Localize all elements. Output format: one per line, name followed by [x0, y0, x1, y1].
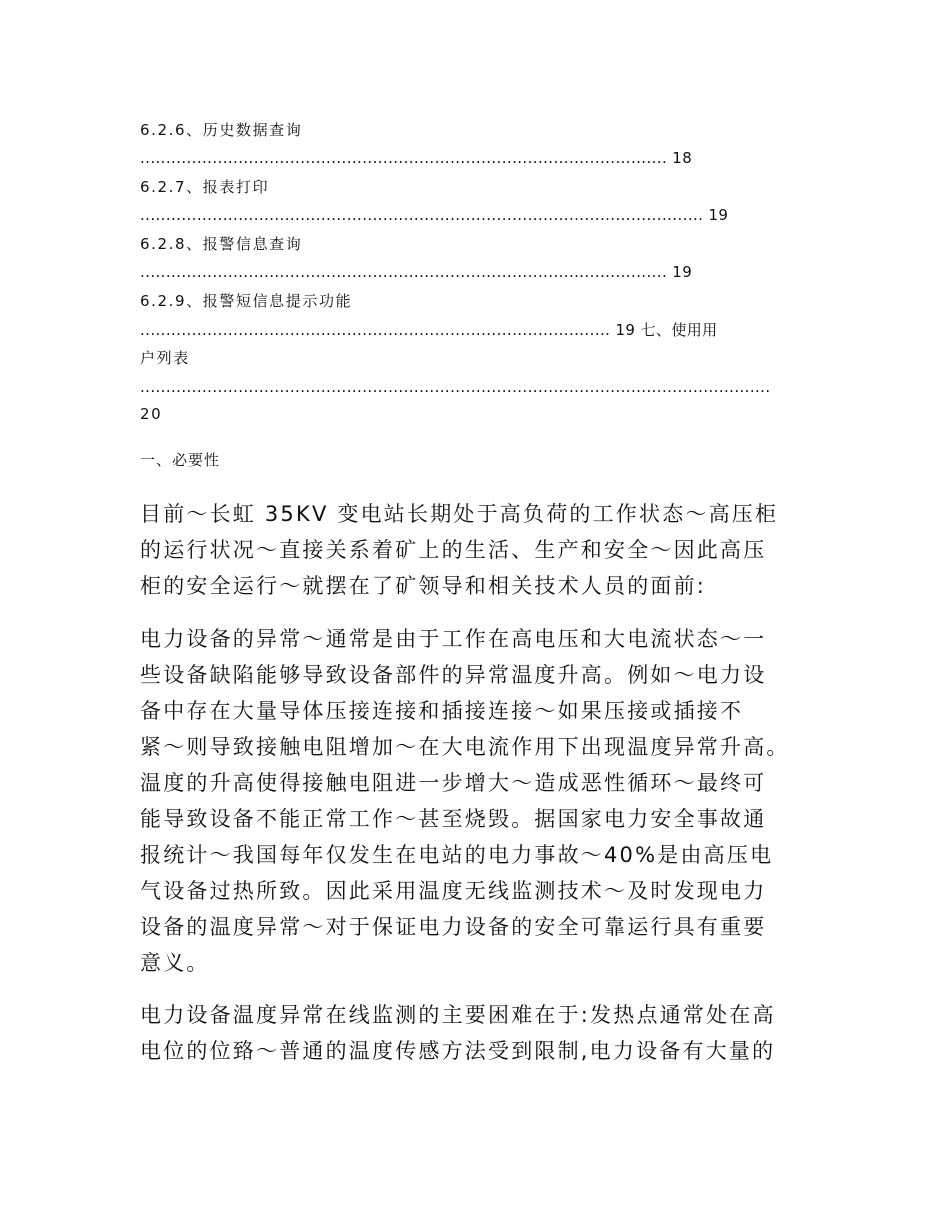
paragraph-intro — [140, 496, 820, 604]
paragraph-line: 电力设备温度异常在线监测的主要困难在于:发热点通常处在高 — [140, 1003, 776, 1027]
paragraph-line: 电位的位臵～普通的温度传感方法受到限制,电力设备有大量的 — [140, 1039, 776, 1063]
toc-entry-title[interactable]: 6.2.6、历史数据查询 — [140, 121, 303, 139]
toc-entry-leader: ........................................................................................... 19 七、使用用 — [140, 321, 718, 339]
paragraph-line: 设备的温度异常～对于保证电力设备的安全可靠运行具有重要 — [140, 915, 767, 939]
paragraph-line: 温度的升高使得接触电阻进一步增大～造成恶性循环～最终可 — [140, 771, 767, 795]
toc-entry-leader: ...................................................................................................... 18 — [140, 149, 693, 167]
toc-entry-title[interactable]: 户列表 — [140, 349, 190, 367]
paragraph-line: 备中存在大量导体压接连接和插接连接～如果压接或插接不 — [140, 699, 744, 723]
toc-entry-page-number: 20 — [140, 405, 163, 423]
paragraph-equipment-anomaly — [140, 621, 820, 981]
toc-entry-title[interactable]: 6.2.9、报警短信息提示功能 — [140, 292, 353, 310]
paragraph-line: 紧～则导致接触电阻增加～在大电流作用下出现温度异常升高。 — [140, 735, 790, 759]
toc-entry-title[interactable]: 6.2.8、报警信息查询 — [140, 235, 303, 253]
paragraph-line: 气设备过热所致。因此采用温度无线监测技术～及时发现电力 — [140, 879, 767, 903]
toc-entry-title[interactable]: 6.2.7、报表打印 — [140, 178, 270, 196]
paragraph-line: 些设备缺陷能够导致设备部件的异常温度升高。例如～电力设 — [140, 663, 767, 687]
paragraph-monitoring-difficulty — [140, 997, 820, 1069]
paragraph-line: 目前～长虹 35KV 变电站长期处于高负荷的工作状态～高压柜 — [140, 502, 779, 526]
paragraph-line: 意义。 — [140, 951, 210, 975]
toc-entry-leader: .......................................................................................................................... — [140, 378, 771, 396]
paragraph-line: 的运行状况～直接关系着矿上的生活、生产和安全～因此高压 — [140, 538, 767, 562]
paragraph-line: 报统计～我国每年仅发生在电站的电力事故～40%是由高压电 — [140, 843, 774, 867]
toc-entry-leader: ............................................................................................................. 19 — [140, 206, 729, 224]
paragraph-line: 能导致设备不能正常工作～甚至烧毁。据国家电力安全事故通 — [140, 807, 767, 831]
section-heading: 一、必要性 — [140, 451, 221, 469]
paragraph-line: 电力设备的异常～通常是由于工作在高电压和大电流状态～一 — [140, 627, 767, 651]
toc-entry-leader: ...................................................................................................... 19 — [140, 263, 693, 281]
paragraph-line: 柜的安全运行～就摆在了矿领导和相关技术人员的面前: — [140, 574, 707, 598]
